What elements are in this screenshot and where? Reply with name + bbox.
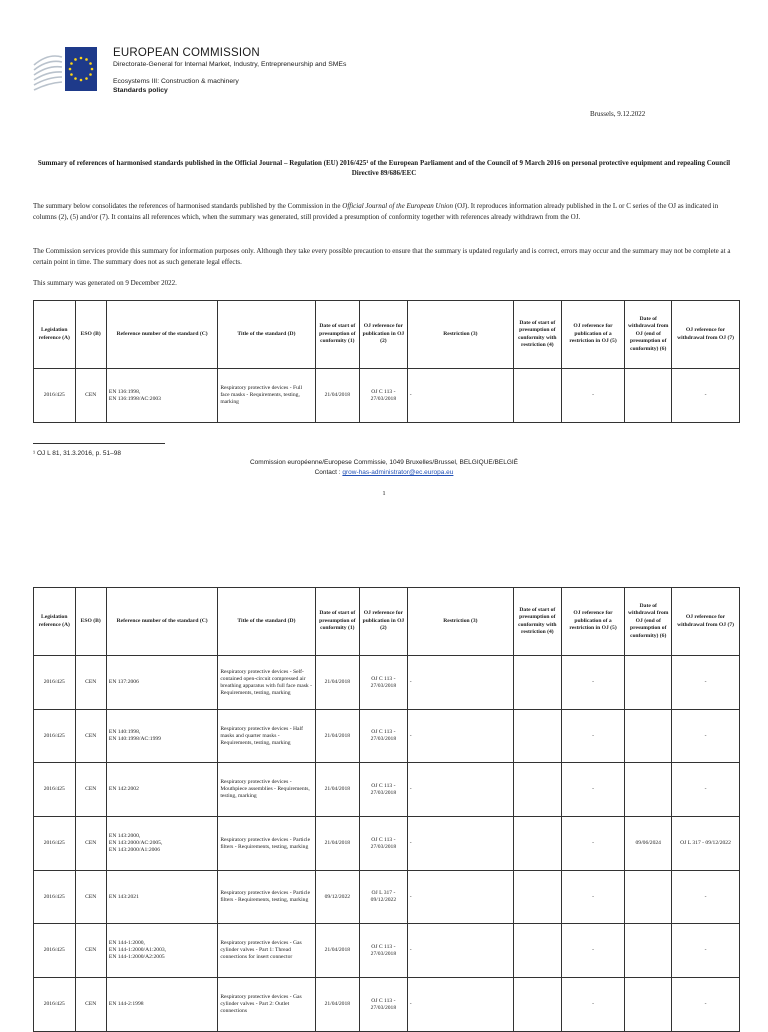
cell-restriction-date <box>514 817 562 871</box>
cell-title: Respiratory protective devices - Particle filters - Requirements, testing, marking <box>218 871 315 924</box>
table-row <box>34 924 740 978</box>
table-row <box>34 763 740 817</box>
disclaimer-paragraph: The Commission services provide this summary for information purposes only. Although they take every possible precaution to ensure that the summary is updated regularly and is correct, errors may occur and the summary may not be complete at a certain point in time. The summary does not as such generate legal effects. <box>33 247 731 266</box>
table-row <box>34 710 740 763</box>
column-header-restriction-date: Date of start of presumption of conformity with restriction (4) <box>514 588 562 656</box>
cell-eso: CEN <box>75 871 106 924</box>
cell-restriction-oj: - <box>561 978 625 1032</box>
cell-restriction: - <box>407 710 513 763</box>
cell-restriction-date <box>514 369 562 423</box>
eu-star-icon <box>69 68 72 71</box>
cell-legislation-ref: 2016/425 <box>34 924 76 978</box>
standards-table-page1 <box>33 300 740 423</box>
cell-legislation-ref: 2016/425 <box>34 978 76 1032</box>
cell-eso: CEN <box>75 369 106 423</box>
cell-eso: CEN <box>75 817 106 871</box>
organization-name: EUROPEAN COMMISSION <box>113 47 260 59</box>
cell-withdrawal-oj: - <box>672 763 740 817</box>
cell-withdrawal-date <box>625 978 672 1032</box>
cell-withdrawal-date <box>625 369 672 423</box>
column-header-reference-number: Reference number of the standard (C) <box>106 301 217 369</box>
cell-restriction-oj: - <box>561 924 625 978</box>
cell-eso: CEN <box>75 656 106 710</box>
column-header-withdrawal-oj: OJ reference for withdrawal from OJ (7) <box>672 588 740 656</box>
cell-restriction-date <box>514 924 562 978</box>
cell-oj-publication: OJ C 113 - 27/03/2018 <box>360 369 408 423</box>
cell-withdrawal-date <box>625 871 672 924</box>
cell-oj-publication: OJ C 113 - 27/03/2018 <box>360 656 408 710</box>
table-header-row <box>34 588 740 656</box>
policy-name: Standards policy <box>113 87 168 94</box>
eu-star-icon <box>91 68 94 71</box>
cell-title: Respiratory protective devices - Self-contained open-circuit compressed air breathing apparatus with full face mask - Requirements, testing, marking <box>218 656 315 710</box>
cell-legislation-ref: 2016/425 <box>34 656 76 710</box>
unit-name: Ecosystems III: Construction & machinery <box>113 78 239 85</box>
column-header-reference-number: Reference number of the standard (C) <box>106 588 217 656</box>
cell-legislation-ref: 2016/425 <box>34 871 76 924</box>
cell-eso: CEN <box>75 924 106 978</box>
footer-address: Commission européenne/Europese Commissie, 1049 Bruxelles/Brussel, BELGIQUE/BELGIË <box>249 459 519 466</box>
footnote: ¹ OJ L 81, 31.3.2016, p. 51–98 <box>33 450 121 457</box>
table-row <box>34 369 740 423</box>
eu-star-icon <box>70 62 73 65</box>
cell-restriction-date <box>514 656 562 710</box>
cell-presumption-date: 21/04/2018 <box>315 978 360 1032</box>
cell-oj-publication: OJ C 113 - 27/03/2018 <box>360 710 408 763</box>
cell-oj-publication: OJ L 317 - 09/12/2022 <box>360 871 408 924</box>
cell-restriction-date <box>514 871 562 924</box>
table-row <box>34 978 740 1032</box>
european-commission-logo <box>32 43 98 93</box>
cell-restriction: - <box>407 871 513 924</box>
directorate-general: Directorate-General for Internal Market, Industry, Entrepreneurship and SMEs <box>113 61 347 68</box>
eu-star-icon <box>70 73 73 76</box>
column-header-title: Title of the standard (D) <box>218 301 315 369</box>
intro-text-b: (OJ). It reproduces information already published in the L or C series of the OJ as indicated in columns (2), (5) and/or (7). It contains all references which, when the summary was generated, still provided a presumption of conformity together with references already withdrawn from the OJ. <box>33 202 719 221</box>
column-header-eso: ESO (B) <box>75 588 106 656</box>
cell-presumption-date: 21/04/2018 <box>315 924 360 978</box>
cell-title: Respiratory protective devices - Particle filters - Requirements, testing, marking <box>218 817 315 871</box>
column-header-withdrawal-oj: OJ reference for withdrawal from OJ (7) <box>672 301 740 369</box>
cell-withdrawal-date <box>625 710 672 763</box>
cell-withdrawal-date <box>625 656 672 710</box>
cell-legislation-ref: 2016/425 <box>34 763 76 817</box>
cell-withdrawal-date <box>625 763 672 817</box>
cell-restriction-date <box>514 978 562 1032</box>
cell-reference-number: EN 144-1:2000, EN 144-1:2000/A1:2003, EN 144-1:2000/A2:2005 <box>106 924 217 978</box>
cell-restriction: - <box>407 369 513 423</box>
standards-table-page2 <box>33 587 740 1032</box>
cell-title: Respiratory protective devices - Half masks and quarter masks - Requirements, testing, marking <box>218 710 315 763</box>
cell-reference-number: EN 144-2:1998 <box>106 978 217 1032</box>
cell-restriction-oj: - <box>561 817 625 871</box>
contact-label: Contact : <box>314 469 343 476</box>
cell-withdrawal-oj: - <box>672 978 740 1032</box>
column-header-restriction: Restriction (3) <box>407 588 513 656</box>
contact-email-link[interactable]: grow-has-administrator@ec.europa.eu <box>342 469 454 476</box>
table-row <box>34 871 740 924</box>
cell-withdrawal-oj: - <box>672 369 740 423</box>
column-header-presumption-date: Date of start of presumption of conformity (1) <box>315 301 360 369</box>
column-header-legislation-ref: Legislation reference (A) <box>34 588 76 656</box>
generated-date-paragraph: This summary was generated on 9 December 2022. <box>33 279 177 287</box>
cell-restriction-oj: - <box>561 710 625 763</box>
cell-withdrawal-date <box>625 924 672 978</box>
cell-withdrawal-oj: - <box>672 656 740 710</box>
cell-eso: CEN <box>75 710 106 763</box>
cell-oj-publication: OJ C 113 - 27/03/2018 <box>360 924 408 978</box>
cell-withdrawal-oj: OJ L 317 - 09/12/2022 <box>672 817 740 871</box>
cell-title: Respiratory protective devices - Gas cylinder valves - Part 2: Outlet connections <box>218 978 315 1032</box>
column-header-oj-publication: OJ reference for publication in OJ (2) <box>360 301 408 369</box>
cell-reference-number: EN 140:1998, EN 140:1998/AC:1999 <box>106 710 217 763</box>
cell-legislation-ref: 2016/425 <box>34 369 76 423</box>
cell-presumption-date: 21/04/2018 <box>315 763 360 817</box>
document-title: Summary of references of harmonised standards published in the Official Journal – Regulation (EU) 2016/425¹ of the European Parliament and of the Council of 9 March 2016 on personal protective equipment and repealing Council Directive 89/686/EEC <box>37 159 731 177</box>
eu-star-icon <box>74 77 77 80</box>
cell-presumption-date: 21/04/2018 <box>315 656 360 710</box>
cell-presumption-date: 21/04/2018 <box>315 369 360 423</box>
cell-legislation-ref: 2016/425 <box>34 817 76 871</box>
cell-withdrawal-date: 09/06/2024 <box>625 817 672 871</box>
cell-restriction-oj: - <box>561 369 625 423</box>
cell-restriction-date <box>514 763 562 817</box>
column-header-title: Title of the standard (D) <box>218 588 315 656</box>
cell-restriction-oj: - <box>561 871 625 924</box>
eu-star-icon <box>74 58 77 61</box>
cell-eso: CEN <box>75 763 106 817</box>
cell-legislation-ref: 2016/425 <box>34 710 76 763</box>
cell-reference-number: EN 137:2006 <box>106 656 217 710</box>
cell-restriction: - <box>407 763 513 817</box>
cell-restriction-date <box>514 710 562 763</box>
column-header-restriction-oj: OJ reference for publication of a restriction in OJ (5) <box>561 301 625 369</box>
cell-title: Respiratory protective devices - Mouthpiece assemblies - Requirements, testing, marking <box>218 763 315 817</box>
cell-title: Respiratory protective devices - Gas cylinder valves - Part 1: Thread connections for insert connector <box>218 924 315 978</box>
eu-star-icon <box>85 77 88 80</box>
intro-text-a: The summary below consolidates the references of harmonised standards published by the Commission in the <box>33 202 343 210</box>
table-row <box>34 656 740 710</box>
intro-paragraph <box>33 201 735 222</box>
cell-presumption-date: 21/04/2018 <box>315 710 360 763</box>
footnote-rule <box>33 443 165 444</box>
cell-oj-publication: OJ C 113 - 27/03/2018 <box>360 817 408 871</box>
column-header-withdrawal-date: Date of withdrawal from OJ (end of presumption of conformity) (6) <box>625 588 672 656</box>
table-header-row <box>34 301 740 369</box>
cell-reference-number: EN 143:2000, EN 143:2000/AC:2005, EN 143:2000/A1:2006 <box>106 817 217 871</box>
column-header-presumption-date: Date of start of presumption of conformity (1) <box>315 588 360 656</box>
eu-star-icon <box>85 58 88 61</box>
column-header-restriction-oj: OJ reference for publication of a restriction in OJ (5) <box>561 588 625 656</box>
cell-oj-publication: OJ C 113 - 27/03/2018 <box>360 763 408 817</box>
cell-restriction: - <box>407 978 513 1032</box>
eu-star-icon <box>89 62 92 65</box>
cell-presumption-date: 21/04/2018 <box>315 817 360 871</box>
page-number: 1 <box>382 490 386 497</box>
cell-withdrawal-oj: - <box>672 710 740 763</box>
table-row <box>34 817 740 871</box>
cell-restriction: - <box>407 924 513 978</box>
cell-reference-number: EN 143:2021 <box>106 871 217 924</box>
cell-restriction: - <box>407 817 513 871</box>
oj-name: Official Journal of the European Union <box>342 202 454 210</box>
column-header-oj-publication: OJ reference for publication in OJ (2) <box>360 588 408 656</box>
cell-withdrawal-oj: - <box>672 924 740 978</box>
cell-restriction-oj: - <box>561 763 625 817</box>
column-header-restriction-date: Date of start of presumption of conformity with restriction (4) <box>514 301 562 369</box>
cell-eso: CEN <box>75 978 106 1032</box>
cell-presumption-date: 09/12/2022 <box>315 871 360 924</box>
cell-title: Respiratory protective devices - Full face masks - Requirements, testing, marking <box>218 369 315 423</box>
cell-reference-number: EN 142:2002 <box>106 763 217 817</box>
cell-oj-publication: OJ C 113 - 27/03/2018 <box>360 978 408 1032</box>
cell-restriction-oj: - <box>561 656 625 710</box>
cell-reference-number: EN 136:1998, EN 136:1998/AC:2003 <box>106 369 217 423</box>
column-header-withdrawal-date: Date of withdrawal from OJ (end of presumption of conformity) (6) <box>625 301 672 369</box>
eu-star-icon <box>80 57 83 60</box>
footer-contact <box>33 469 735 476</box>
place-date: Brussels, 9.12.2022 <box>590 110 646 118</box>
column-header-restriction: Restriction (3) <box>407 301 513 369</box>
eu-star-icon <box>80 79 83 82</box>
column-header-legislation-ref: Legislation reference (A) <box>34 301 76 369</box>
cell-restriction: - <box>407 656 513 710</box>
eu-star-icon <box>89 73 92 76</box>
column-header-eso: ESO (B) <box>75 301 106 369</box>
cell-withdrawal-oj: - <box>672 871 740 924</box>
